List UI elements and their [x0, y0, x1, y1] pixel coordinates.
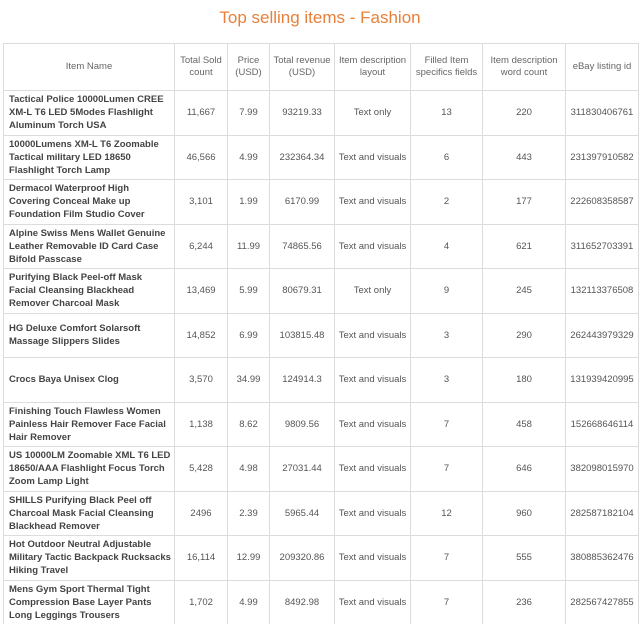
cell-total-revenue: 6170.99	[270, 180, 335, 225]
cell-description-layout: Text and visuals	[335, 536, 411, 581]
cell-total-revenue: 74865.56	[270, 224, 335, 269]
cell-total-sold: 1,702	[175, 580, 228, 624]
cell-description-layout: Text and visuals	[335, 180, 411, 225]
cell-price: 2.39	[228, 491, 270, 536]
table-row	[4, 358, 639, 403]
cell-description-layout: Text and visuals	[335, 135, 411, 180]
cell-specifics-fields: 7	[411, 402, 483, 447]
cell-total-revenue: 8492.98	[270, 580, 335, 624]
cell-listing-id: 311830406761	[566, 91, 639, 136]
cell-description-layout: Text and visuals	[335, 491, 411, 536]
page-title: Top selling items - Fashion	[219, 8, 421, 27]
cell-price: 12.99	[228, 536, 270, 581]
cell-total-sold: 14,852	[175, 313, 228, 358]
cell-price: 5.99	[228, 269, 270, 314]
header-item-name: Item Name	[4, 44, 175, 91]
cell-specifics-fields: 6	[411, 135, 483, 180]
table-row	[4, 224, 639, 269]
cell-total-sold: 3,101	[175, 180, 228, 225]
table-row	[4, 580, 639, 624]
cell-word-count: 220	[483, 91, 566, 136]
cell-item-name: Finishing Touch Flawless Women Painless Hair Remover Face Facial Hair Remover	[4, 402, 175, 447]
cell-price: 4.98	[228, 447, 270, 492]
cell-total-revenue: 9809.56	[270, 402, 335, 447]
cell-total-revenue: 209320.86	[270, 536, 335, 581]
header-specifics-fields: Filled Item specifics fields	[411, 44, 483, 91]
table-row	[4, 402, 639, 447]
cell-total-revenue: 93219.33	[270, 91, 335, 136]
cell-specifics-fields: 3	[411, 313, 483, 358]
cell-specifics-fields: 7	[411, 447, 483, 492]
cell-price: 11.99	[228, 224, 270, 269]
cell-total-sold: 1,138	[175, 402, 228, 447]
header-row	[4, 44, 639, 91]
cell-listing-id: 380885362476	[566, 536, 639, 581]
cell-word-count: 177	[483, 180, 566, 225]
cell-total-sold: 5,428	[175, 447, 228, 492]
cell-total-sold: 13,469	[175, 269, 228, 314]
header-total-sold: Total Sold count	[175, 44, 228, 91]
cell-word-count: 236	[483, 580, 566, 624]
cell-total-revenue: 27031.44	[270, 447, 335, 492]
cell-listing-id: 231397910582	[566, 135, 639, 180]
cell-item-name: Mens Gym Sport Thermal Tight Compression Base Layer Pants Long Leggings Trousers	[4, 580, 175, 624]
cell-item-name: US 10000LM Zoomable XML T6 LED 18650/AAA Flashlight Focus Torch Zoom Lamp Light	[4, 447, 175, 492]
header-total-revenue: Total revenue (USD)	[270, 44, 335, 91]
cell-description-layout: Text and visuals	[335, 224, 411, 269]
cell-description-layout: Text only	[335, 91, 411, 136]
table-row	[4, 536, 639, 581]
cell-listing-id: 222608358587	[566, 180, 639, 225]
cell-word-count: 290	[483, 313, 566, 358]
cell-specifics-fields: 7	[411, 536, 483, 581]
cell-specifics-fields: 3	[411, 358, 483, 403]
cell-price: 4.99	[228, 580, 270, 624]
header-price: Price (USD)	[228, 44, 270, 91]
table-row	[4, 447, 639, 492]
cell-total-revenue: 103815.48	[270, 313, 335, 358]
top-selling-table	[3, 43, 639, 624]
cell-listing-id: 282567427855	[566, 580, 639, 624]
cell-item-name: Crocs Baya Unisex Clog	[4, 358, 175, 403]
cell-total-revenue: 124914.3	[270, 358, 335, 403]
cell-listing-id: 282587182104	[566, 491, 639, 536]
table-row	[4, 135, 639, 180]
cell-listing-id: 382098015970	[566, 447, 639, 492]
cell-item-name: Purifying Black Peel-off Mask Facial Cleansing Blackhead Remover Charcoal Mask	[4, 269, 175, 314]
cell-price: 8.62	[228, 402, 270, 447]
cell-price: 7.99	[228, 91, 270, 136]
table-row	[4, 180, 639, 225]
cell-specifics-fields: 7	[411, 580, 483, 624]
cell-specifics-fields: 4	[411, 224, 483, 269]
cell-word-count: 458	[483, 402, 566, 447]
cell-item-name: Dermacol Waterproof High Covering Conceal Make up Foundation Film Studio Cover	[4, 180, 175, 225]
cell-word-count: 646	[483, 447, 566, 492]
cell-item-name: SHILLS Purifying Black Peel off Charcoal Mask Facial Cleansing Blackhead Remover	[4, 491, 175, 536]
cell-word-count: 245	[483, 269, 566, 314]
cell-specifics-fields: 13	[411, 91, 483, 136]
cell-word-count: 621	[483, 224, 566, 269]
cell-item-name: Hot Outdoor Neutral Adjustable Military Tactic Backpack Rucksacks Hiking Travel	[4, 536, 175, 581]
cell-total-sold: 6,244	[175, 224, 228, 269]
cell-description-layout: Text and visuals	[335, 580, 411, 624]
cell-total-sold: 3,570	[175, 358, 228, 403]
cell-item-name: 10000Lumens XM-L T6 Zoomable Tactical military LED 18650 Flashlight Torch Lamp	[4, 135, 175, 180]
cell-description-layout: Text and visuals	[335, 313, 411, 358]
cell-description-layout: Text and visuals	[335, 358, 411, 403]
header-description-layout: Item description layout	[335, 44, 411, 91]
cell-price: 6.99	[228, 313, 270, 358]
cell-word-count: 555	[483, 536, 566, 581]
cell-price: 4.99	[228, 135, 270, 180]
cell-total-sold: 11,667	[175, 91, 228, 136]
cell-item-name: Tactical Police 10000Lumen CREE XM-L T6 LED 5Modes Flashlight Aluminum Torch USA	[4, 91, 175, 136]
table-row	[4, 491, 639, 536]
cell-total-revenue: 5965.44	[270, 491, 335, 536]
cell-total-revenue: 80679.31	[270, 269, 335, 314]
cell-item-name: Alpine Swiss Mens Wallet Genuine Leather Removable ID Card Case Bifold Passcase	[4, 224, 175, 269]
cell-item-name: HG Deluxe Comfort Solarsoft Massage Slippers Slides	[4, 313, 175, 358]
cell-listing-id: 131939420995	[566, 358, 639, 403]
cell-total-sold: 2496	[175, 491, 228, 536]
cell-price: 34.99	[228, 358, 270, 403]
cell-total-revenue: 232364.34	[270, 135, 335, 180]
cell-description-layout: Text and visuals	[335, 402, 411, 447]
cell-word-count: 443	[483, 135, 566, 180]
cell-specifics-fields: 9	[411, 269, 483, 314]
cell-description-layout: Text only	[335, 269, 411, 314]
cell-word-count: 180	[483, 358, 566, 403]
cell-description-layout: Text and visuals	[335, 447, 411, 492]
cell-listing-id: 311652703391	[566, 224, 639, 269]
table-row	[4, 313, 639, 358]
cell-total-sold: 16,114	[175, 536, 228, 581]
cell-listing-id: 132113376508	[566, 269, 639, 314]
header-word-count: Item description word count	[483, 44, 566, 91]
cell-listing-id: 152668646114	[566, 402, 639, 447]
header-listing-id: eBay listing id	[566, 44, 639, 91]
cell-price: 1.99	[228, 180, 270, 225]
cell-specifics-fields: 2	[411, 180, 483, 225]
cell-total-sold: 46,566	[175, 135, 228, 180]
cell-specifics-fields: 12	[411, 491, 483, 536]
table-row	[4, 91, 639, 136]
cell-listing-id: 262443979329	[566, 313, 639, 358]
table-row	[4, 269, 639, 314]
cell-word-count: 960	[483, 491, 566, 536]
